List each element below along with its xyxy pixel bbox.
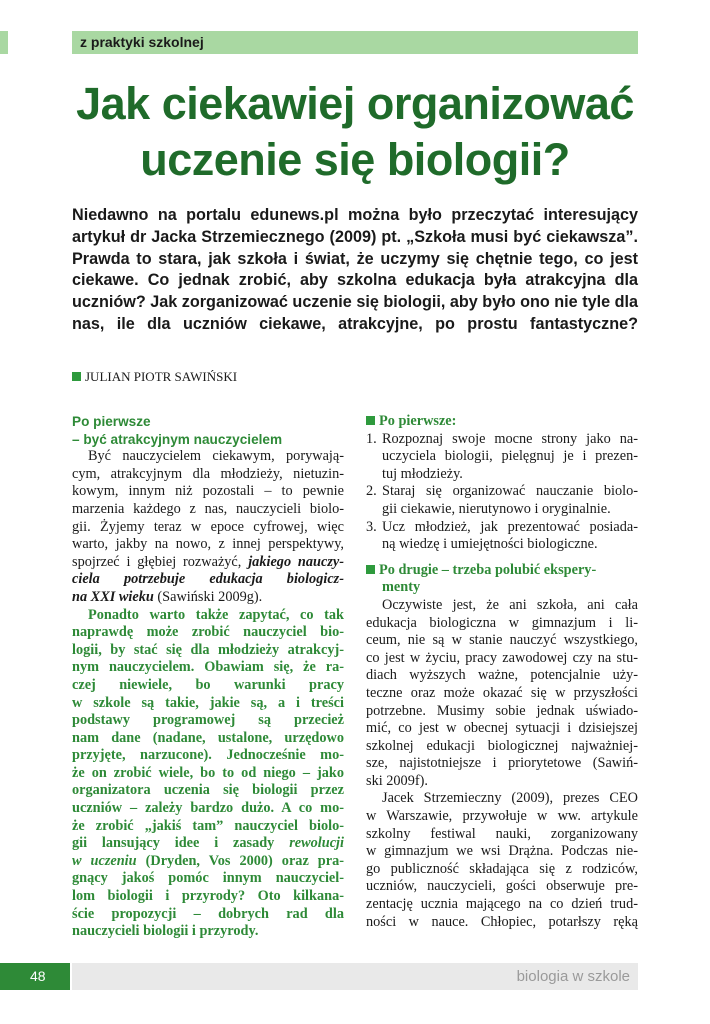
heading-text: Po pierwsze:: [379, 413, 457, 429]
right-column: [366, 413, 638, 931]
text-line: cym, atrakcyjnym dla młodzieży, nietuzin-: [72, 465, 344, 482]
journal-name: biologia w szkole: [516, 968, 630, 985]
text-line: Ucz młodzież, jak prezentować posiada-: [382, 518, 638, 535]
emphasis-span: na XXI wieku: [72, 588, 154, 605]
text-line: ceum, nie są w stanie nauczyć wszystkiego,: [366, 632, 638, 649]
section-label: z praktyki szkolnej: [80, 34, 204, 50]
text-line: [72, 835, 344, 853]
text-line: Oczywiste jest, że ani szkoła, ani cała: [382, 596, 638, 613]
footer-bar: [72, 963, 638, 990]
left-paragraph-2: [72, 607, 344, 941]
text-line: w gimnazjum we wsi Drążna. Podczas nie-: [366, 843, 638, 860]
list-number: 3.: [366, 518, 377, 535]
text-line: logii, by stać się dla młodzieży atrakcyj-: [72, 641, 344, 658]
text-line: szkolnej edukacji biologicznej najważniej-: [366, 737, 638, 754]
text-line: mić, co jest w obecnej sytuacji i dzisiejszej: [366, 720, 638, 737]
text-line: uczniów, nauczycieli, gości obserwuje pre-: [366, 878, 638, 895]
text-line: organizatora uczenia się biologii przez: [72, 782, 344, 799]
text-line: szkolny festiwal nauki, zorganizowany: [366, 825, 638, 842]
list-item: [366, 519, 638, 554]
right-paragraph-1: [366, 597, 638, 791]
text-line: kowym, innym niż pozostali – to pewnie: [72, 483, 344, 500]
text-line: Staraj się organizować nauczanie biolo-: [382, 483, 638, 500]
text-line: że on zrobić wiele, bo to od niego – jako: [72, 764, 344, 781]
title-line-2: uczenie się biologii?: [140, 134, 570, 185]
text-line: Być nauczycielem ciekawym, porywają-: [88, 448, 344, 465]
text-line: diach wyższych ważne, potencjalnie uży-: [366, 667, 638, 684]
heading-line: menty: [382, 579, 421, 596]
numbered-list: [366, 431, 638, 554]
right-heading-2: [366, 562, 638, 597]
text-line: czej niewiele, bo warunki pracy: [72, 676, 344, 693]
emphasis-span: jakiego nauczy-: [248, 553, 344, 570]
text-line: przyjęte, narzucone). Jednocześnie mo-: [72, 747, 344, 764]
text-line: gii. Żyjemy teraz w epoce cyfrowej, więc: [72, 518, 344, 535]
text-line: sze, najistotniejsze i priorytetowe (Sawiń-: [366, 755, 638, 772]
text-line: gnący jakoś pomóc innym nauczyciel-: [72, 870, 344, 887]
text-line: uczyciela biologii, pielęgnuj je i prezen-: [382, 448, 638, 465]
green-square-bullet-icon: [366, 416, 375, 425]
text-line: [72, 554, 344, 572]
text-line: ną wiedzę i umiejętności biologiczne.: [382, 536, 598, 553]
text-line: w szkole są takie, jakie są, a i treści: [72, 694, 344, 711]
text-line: ski 2009f).: [366, 772, 428, 789]
left-heading-1: Po pierwsze: [72, 414, 151, 429]
green-square-bullet-icon: [72, 372, 81, 381]
text-line: lom biologii i przyrody? Oto kilkana-: [72, 888, 344, 905]
list-number: 1.: [366, 430, 377, 447]
title-line-1: Jak ciekawiej organizować: [76, 78, 634, 129]
text-line: [72, 853, 344, 871]
author-byline: [72, 369, 237, 385]
text-line: nauczycieli biologii i przyrody.: [72, 923, 259, 940]
text-line: zentację ucznia mającego na co dzień trud-: [366, 896, 638, 913]
text-line: uczniów – zależy bardzo dużo. A co mo-: [72, 800, 344, 817]
text-span: (Dryden, Vos 2000) oraz pra-: [145, 852, 344, 869]
section-header-bar: [72, 31, 638, 54]
text-line: Jacek Strzemieczny (2009), prezes CEO: [382, 790, 638, 807]
text-line: warto, jakby na nowo, z innej perspektywy,: [72, 536, 344, 553]
text-span: (Sawiński 2009g).: [157, 588, 263, 605]
text-line: marzenia każdego z nas, nauczycieli biolo-: [72, 500, 344, 517]
text-line: gii ciekawie, nierutynowo i oryginalnie.: [382, 500, 611, 517]
text-line: edukacja biologiczna w gimnazjum i li-: [366, 614, 638, 631]
text-line: nym nauczycielem. Obawiam się, że ra-: [72, 659, 344, 676]
text-line: Ponadto warto także zapytać, co tak: [88, 606, 344, 623]
footer-page-box: [0, 963, 70, 990]
text-line: tuj młodzieży.: [382, 465, 463, 482]
text-span: spojrzeć i głębiej rozważyć,: [72, 553, 242, 570]
green-square-bullet-icon: [366, 565, 375, 574]
left-heading-2: – być atrakcyjnym nauczycielem: [72, 431, 283, 447]
emphasis-span: rewolucji: [289, 835, 344, 852]
right-paragraph-2: [366, 790, 638, 931]
text-line: podstawy programowej są przecież: [72, 712, 344, 729]
text-line: teczne oraz może okazać się w przyszłości: [366, 684, 638, 701]
list-item: [366, 483, 638, 518]
text-line: że zrobić „jakiś tam” nauczyciel biolo-: [72, 817, 344, 834]
emphasis-span: w uczeniu: [72, 852, 137, 869]
text-line: nam dane (nadane, ustalone, urzędowo: [72, 729, 344, 746]
lead-paragraph: Niedawno na portalu edunews.pl można było przeczytać interesujący artykuł dr Jacka Strzemiecznego (2009) pt. „Szkoła musi być ciekawsza”. Prawda to stara, jak szkoła i świat, że uczymy się chętnie tego, co jest ciekawe. Co jednak zrobić, aby szkolna edukacja była atrakcyjna dla uczniów? Jak zorganizować uczenie się biologii, aby było ono nie tyle dla nas, ile dla uczniów ciekawe, atrakcyjne, po prostu fantastyczne?: [72, 206, 638, 333]
left-paragraph-1: [72, 448, 344, 606]
text-line: potrzebne. Musimy sobie jednak uświado-: [366, 702, 638, 719]
text-line: [72, 589, 344, 607]
header-left-strip: [0, 31, 8, 54]
text-line: w Warszawie, przywołuje w ww. artykule: [366, 808, 638, 825]
text-line: naprawdę może zrobić nauczyciel bio-: [72, 624, 344, 641]
author-name: JULIAN PIOTR SAWIŃSKI: [85, 369, 238, 384]
heading-line: [366, 562, 638, 580]
text-span: gii lansujący idee i zasady: [72, 835, 275, 852]
right-heading-1: [366, 413, 638, 431]
text-line: ście propozycji – dobrych rad dla: [72, 905, 344, 922]
text-line: Rozpoznaj swoje mocne strony jako na-: [382, 430, 638, 447]
list-item: [366, 431, 638, 484]
list-number: 2.: [366, 483, 377, 500]
text-line: ności w nauce. Chłopiec, potarłszy ręką: [366, 913, 638, 930]
left-column: [72, 413, 344, 941]
page-number: 48: [30, 968, 46, 984]
article-title: [60, 76, 650, 188]
text-line: co jest w życiu, pracy zawodowej czy na stu-: [366, 649, 638, 666]
text-line: ciela potrzebuje edukacja biologicz-: [72, 571, 344, 588]
heading-text: Po drugie – trzeba polubić ekspery-: [379, 561, 597, 578]
text-line: go publiczność składająca się z rodziców,: [366, 860, 638, 877]
